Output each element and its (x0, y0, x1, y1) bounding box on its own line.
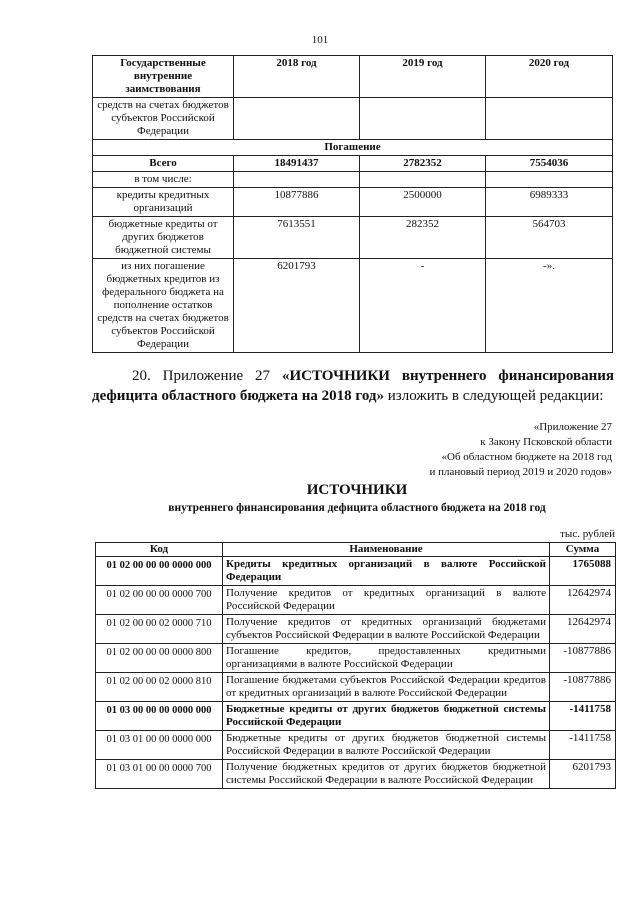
document-title (92, 481, 622, 516)
header-sum: Сумма (550, 543, 616, 557)
paragraph-number: 20. (132, 368, 151, 384)
value-cell: 2500000 (360, 188, 486, 217)
value-cell (486, 98, 613, 140)
value-cell (234, 98, 360, 140)
code-cell: 01 02 00 00 02 0000 710 (96, 615, 223, 644)
section-row (93, 140, 613, 156)
code-cell: 01 02 00 00 00 0000 800 (96, 644, 223, 673)
financing-table-header (96, 543, 616, 557)
value-cell: 7554036 (486, 156, 613, 172)
paragraph-bold-text: «ИСТОЧНИКИ внутреннего финансирования дефицита областного бюджета на 2018 год» (92, 368, 615, 404)
code-cell: 01 03 01 00 00 0000 700 (96, 760, 223, 789)
value-cell (486, 172, 613, 188)
value-cell: 6989333 (486, 188, 613, 217)
table-row (93, 188, 613, 217)
name-cell: Погашение бюджетами субъектов Российской Федерации кредитов от кредитных организаций в валюте Российской Федерации (223, 673, 550, 702)
code-cell: 01 02 00 00 00 0000 700 (96, 586, 223, 615)
title-sub: внутреннего финансирования дефицита областного бюджета на 2018 год (168, 502, 546, 514)
value-cell (360, 172, 486, 188)
table-row (93, 172, 613, 188)
paragraph-text-end: изложить в следующей редакции: (384, 388, 604, 404)
name-cell: Кредиты кредитных организаций в валюте Российской Федерации (223, 557, 550, 586)
table-row (96, 760, 616, 789)
value-cell: 282352 (360, 217, 486, 259)
table-row (93, 156, 613, 172)
table-row (93, 259, 613, 353)
appendix-reference (429, 420, 612, 480)
value-cell: 6201793 (234, 259, 360, 353)
code-cell: 01 03 01 00 00 0000 000 (96, 731, 223, 760)
borrowings-table (92, 55, 613, 353)
amendment-paragraph (92, 366, 614, 406)
code-cell: 01 02 00 00 02 0000 810 (96, 673, 223, 702)
table-row (96, 673, 616, 702)
header-name: Наименование (223, 543, 550, 557)
appendix-line: к Закону Псковской области (480, 436, 612, 448)
value-cell (234, 172, 360, 188)
name-cell: Получение кредитов от кредитных организаций бюджетами субъектов Российской Федерации в валюте Российской Федерации (223, 615, 550, 644)
name-cell: Бюджетные кредиты от других бюджетов бюджетной системы Российской Федерации в валюте Российской Федерации (223, 731, 550, 760)
name-cell: Получение кредитов от кредитных организаций в валюте Российской Федерации (223, 586, 550, 615)
name-cell: Получение бюджетных кредитов от других бюджетов бюджетной системы Российской Федерации в валюте Российской Федерации (223, 760, 550, 789)
unit-label: тыс. рублей (560, 528, 615, 540)
sum-cell: -10877886 (550, 673, 616, 702)
borrowings-table-header (93, 56, 613, 98)
name-cell: Погашение кредитов, предоставленных кредитными организациями в валюте Российской Федерации (223, 644, 550, 673)
sum-cell: -10877886 (550, 644, 616, 673)
row-label: в том числе: (93, 172, 234, 188)
row-label: бюджетные кредиты от других бюджетов бюджетной системы (93, 217, 234, 259)
value-cell: 564703 (486, 217, 613, 259)
financing-sources-table (95, 542, 616, 789)
appendix-line: «Об областном бюджете на 2018 год (441, 451, 612, 463)
value-cell: 7613551 (234, 217, 360, 259)
value-cell (360, 98, 486, 140)
header-code: Код (96, 543, 223, 557)
code-cell: 01 02 00 00 00 0000 000 (96, 557, 223, 586)
value-cell: - (360, 259, 486, 353)
appendix-line: и плановый период 2019 и 2020 годов» (429, 466, 612, 478)
sum-cell: 12642974 (550, 586, 616, 615)
code-cell: 01 03 00 00 00 0000 000 (96, 702, 223, 731)
name-cell: Бюджетные кредиты от других бюджетов бюджетной системы Российской Федерации (223, 702, 550, 731)
paragraph-text: Приложение 27 (162, 368, 282, 384)
table-row (96, 586, 616, 615)
sum-cell: 12642974 (550, 615, 616, 644)
section-label: Погашение (93, 140, 613, 156)
value-cell: 18491437 (234, 156, 360, 172)
sum-cell: 1765088 (550, 557, 616, 586)
value-cell: -». (486, 259, 613, 353)
header-cell: 2019 год (360, 56, 486, 98)
row-label: Всего (93, 156, 234, 172)
value-cell: 10877886 (234, 188, 360, 217)
table-row (96, 702, 616, 731)
table-row (93, 217, 613, 259)
header-cell: 2020 год (486, 56, 613, 98)
table-row (96, 557, 616, 586)
sum-cell: 6201793 (550, 760, 616, 789)
value-cell: 2782352 (360, 156, 486, 172)
sum-cell: -1411758 (550, 731, 616, 760)
header-cell: Государственные внутренние заимствования (93, 56, 234, 98)
table-row (96, 731, 616, 760)
table-row (93, 98, 613, 140)
header-cell: 2018 год (234, 56, 360, 98)
sum-cell: -1411758 (550, 702, 616, 731)
table-row (96, 644, 616, 673)
row-label: средств на счетах бюджетов субъектов Российской Федерации (93, 98, 234, 140)
row-label: из них погашение бюджетных кредитов из федерального бюджета на пополнение остатков средств на счетах бюджетов субъектов Российской Федерации (93, 259, 234, 353)
row-label: кредиты кредитных организаций (93, 188, 234, 217)
appendix-line: «Приложение 27 (533, 421, 612, 433)
page-number: 101 (311, 34, 329, 46)
table-row (96, 615, 616, 644)
title-main: ИСТОЧНИКИ (306, 482, 408, 498)
